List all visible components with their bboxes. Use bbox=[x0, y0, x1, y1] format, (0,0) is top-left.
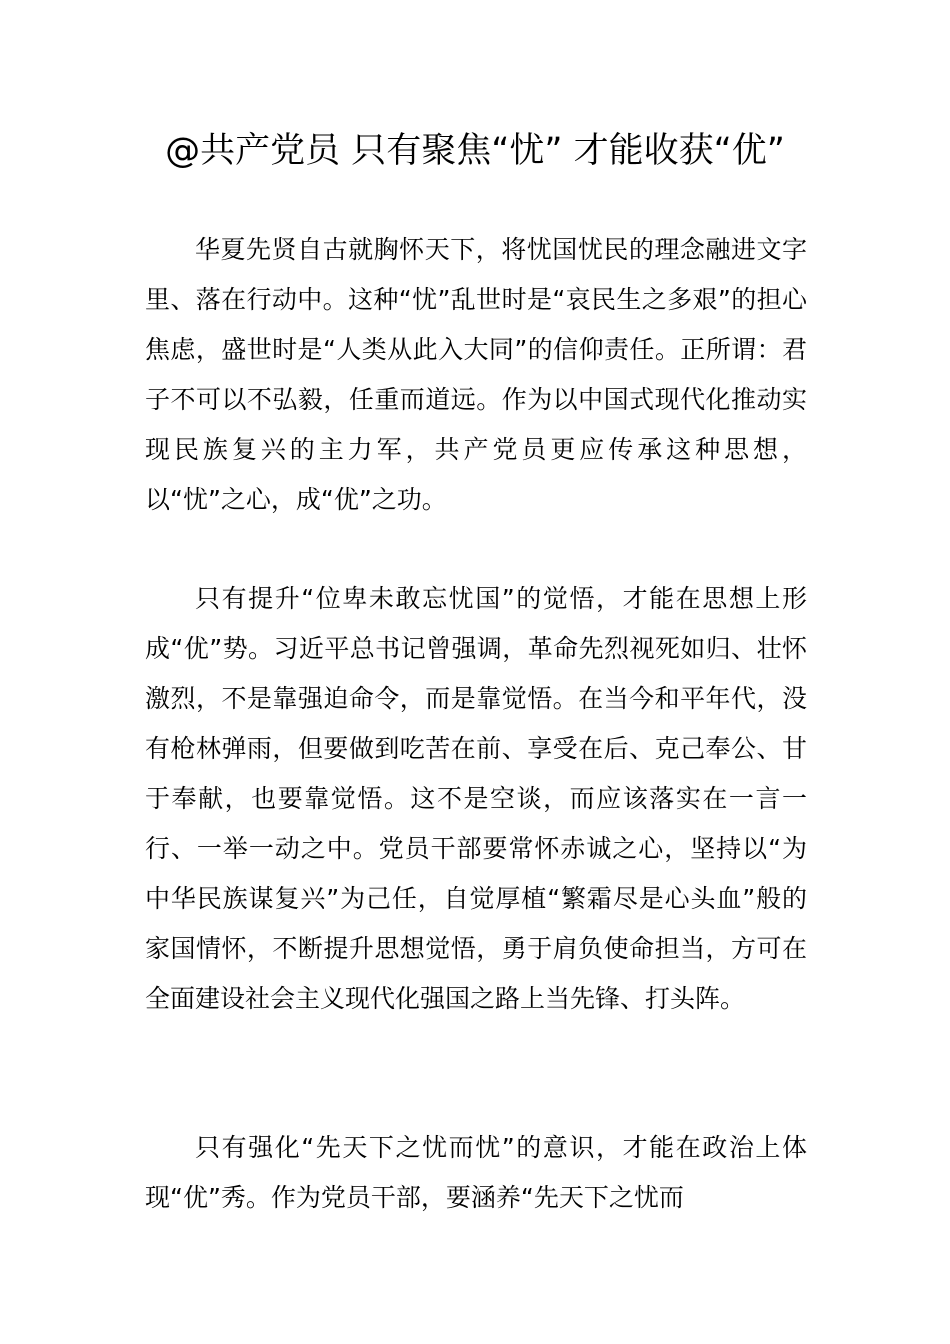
paragraph-1: 华夏先贤自古就胸怀天下，将忧国忧民的理念融进文字里、落在行动中。这种“忧”乱世时是“哀民生之多艰”的担心焦虑，盛世时是“人类从此入大同”的信仰责任。正所谓：君子不可以不弘毅，任重而道远。作为以中国式现代化推动实现民族复兴的主力军，共产党员更应传承这种思想，以“忧”之心，成“优”之功。 bbox=[145, 235, 807, 514]
document-title: @共产党员 只有聚焦“忧” 才能收获“优” bbox=[165, 131, 785, 171]
paragraph-3: 只有强化“先天下之忧而忧”的意识，才能在政治上体现“优”秀。作为党员干部，要涵养“先天下之忧而 bbox=[145, 1133, 807, 1212]
paragraph-2: 只有提升“位卑未敢忘忧国”的觉悟，才能在思想上形成“优”势。习近平总书记曾强调，革命先烈视死如归、壮怀激烈，不是靠强迫命令，而是靠觉悟。在当今和平年代，没有枪林弹雨，但要做到吃苦在前、享受在后、克己奉公、甘于奉献，也要靠觉悟。这不是空谈，而应该落实在一言一行、一举一动之中。党员干部要常怀赤诚之心，坚持以“为中华民族谋复兴”为己任，自觉厚植“繁霜尽是心头血”般的家国情怀，不断提升思想觉悟，勇于肩负使命担当，方可在全面建设社会主义现代化强国之路上当先锋、打头阵。 bbox=[145, 584, 807, 1013]
